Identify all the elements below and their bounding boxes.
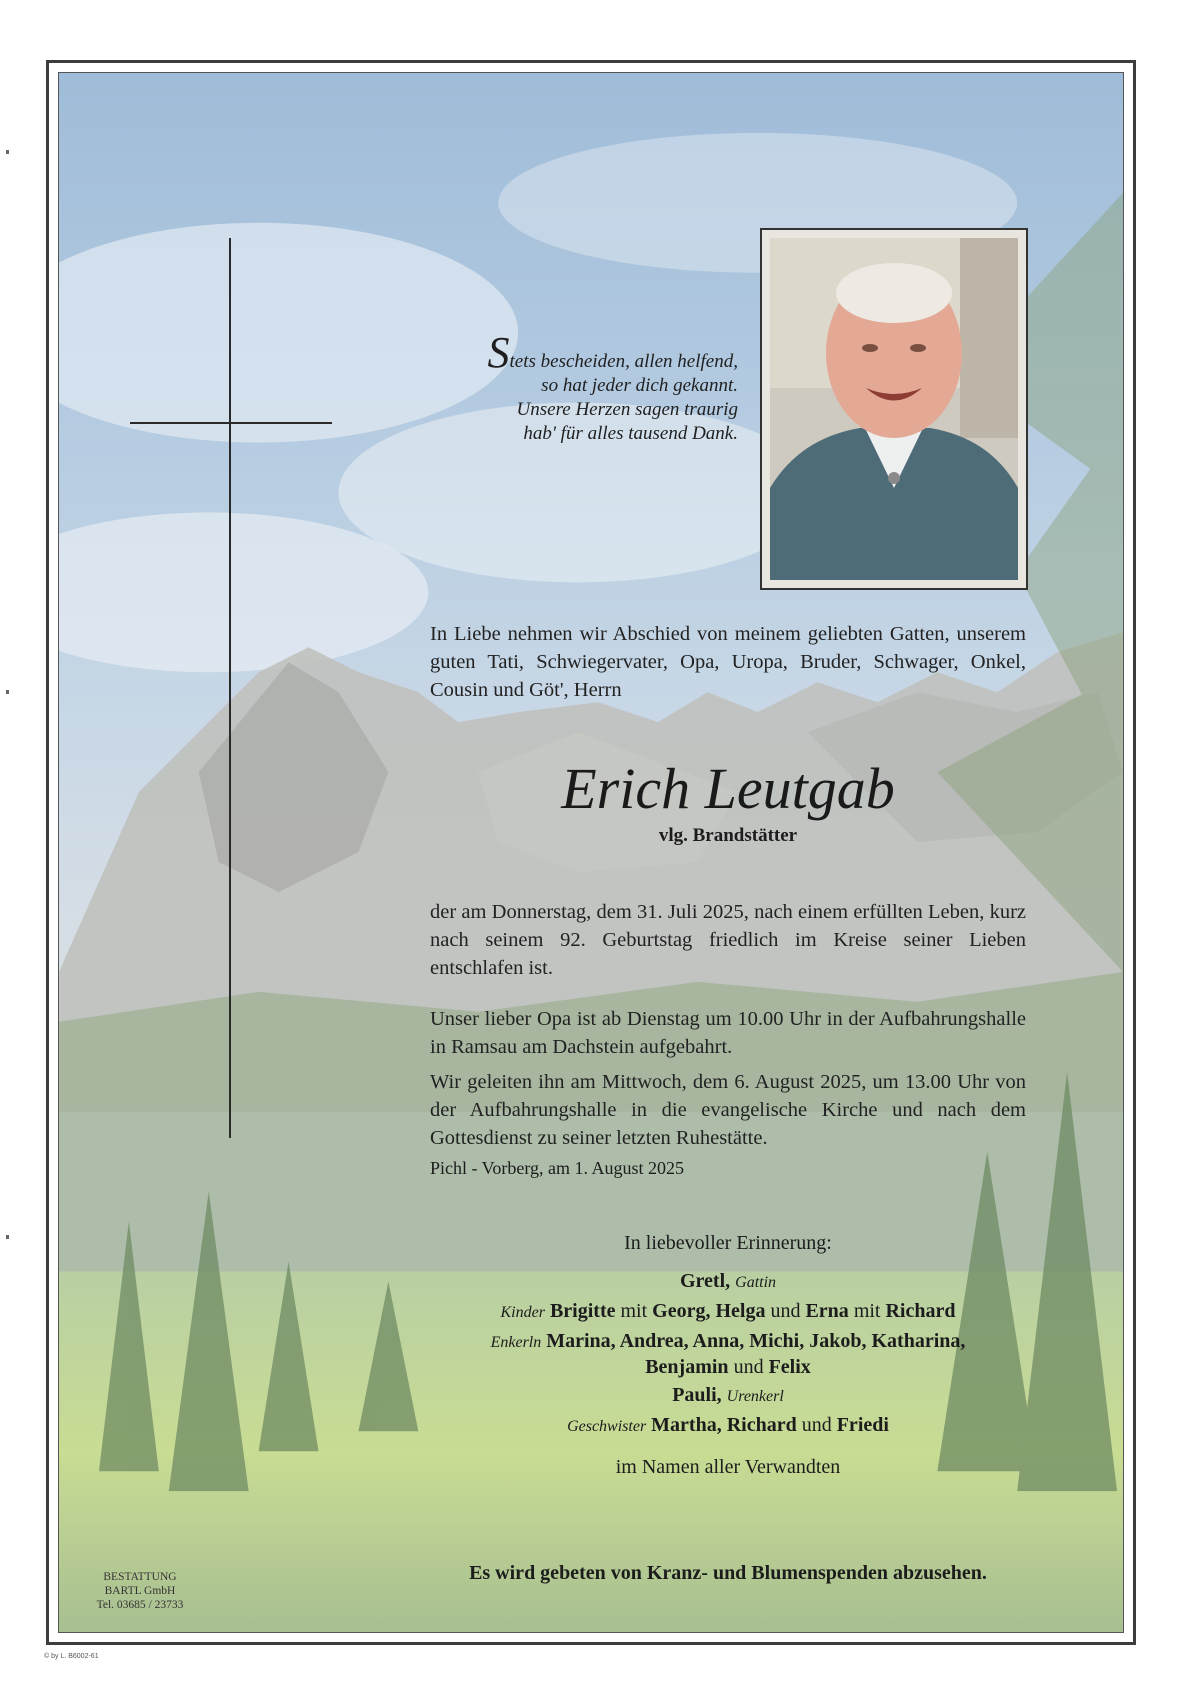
mourner-children [430, 1300, 1026, 1323]
mourner-siblings [430, 1414, 1026, 1437]
cross-vertical [229, 238, 231, 1138]
sibling-name: Friedi [836, 1414, 889, 1436]
great-grandchild-role: Urenkerl [726, 1388, 784, 1405]
undertaker-info [80, 1570, 200, 1612]
cross-horizontal [130, 422, 332, 424]
wife-role: Gattin [735, 1274, 777, 1291]
mourners-heading: In liebevoller Erinnerung: [624, 1232, 832, 1254]
copyright-note: © by L. B6002-61 [44, 1653, 99, 1660]
mourner-grandchildren-cont [430, 1356, 1026, 1379]
deceased-name: Erich Leutgab [561, 756, 895, 821]
children-label: Kinder [500, 1304, 545, 1321]
connector: mit [853, 1300, 881, 1322]
sibling-names: Martha, Richard [651, 1414, 797, 1436]
death-paragraph: der am Donnerstag, dem 31. Juli 2025, nach einem erfüllten Leben, kurz nach seinem 92. Geburtstag friedlich im Kreise seiner Lieben entschlafen ist. [430, 901, 1026, 979]
great-grandchild-name: Pauli, [672, 1384, 722, 1406]
child-name: Helga [715, 1300, 766, 1322]
mourners-closing: im Namen aller Verwandten [615, 1456, 841, 1478]
quote-line: so hat jeder dich gekannt. [541, 375, 738, 396]
donation-note: Es wird gebeten von Kranz- und Blumenspenden abzusehen. [469, 1562, 987, 1584]
viewing-paragraph: Unser lieber Opa ist ab Dienstag um 10.00 Uhr in der Aufbahrungshalle in Ramsau am Dachstein aufgebahrt. [430, 1008, 1026, 1058]
scan-mark [6, 690, 9, 694]
intro-text: In Liebe nehmen wir Abschied von meinem geliebten Gatten, unserem guten Tati, Schwiegervater, Opa, Uropa, Bruder, Schwager, Onkel, Cousin und Göt', Herrn [430, 623, 1026, 701]
place-date: Pichl - Vorberg, am 1. August 2025 [430, 1158, 685, 1178]
mourner-great-grandchild [430, 1384, 1026, 1407]
child-name: Brigitte [549, 1300, 616, 1322]
quote-line: Unsere Herzen sagen traurig [516, 399, 738, 420]
mourner-grandchildren [430, 1330, 1026, 1353]
grandchildren-label: Enkerln [490, 1334, 542, 1351]
undertaker-line: BARTL GmbH [104, 1585, 176, 1597]
grandchild-name: Benjamin [645, 1356, 729, 1378]
child-name: Georg, [652, 1300, 711, 1322]
quote-initial: S [487, 328, 510, 377]
funeral-paragraph: Wir geleiten ihn am Mittwoch, dem 6. August 2025, um 13.00 Uhr von der Aufbahrungshalle in die evangelische Kirche und nach dem Gottesdienst zu seiner letzten Ruhestätte. [430, 1071, 1026, 1149]
wife-name: Gretl, [679, 1270, 731, 1292]
connector: mit [620, 1300, 648, 1322]
mourner-wife [430, 1270, 1026, 1293]
undertaker-phone: Tel. 03685 / 23733 [96, 1599, 184, 1611]
portrait-frame [760, 228, 1028, 590]
grandchildren-names: Marina, Andrea, Anna, Michi, Jakob, Katharina, [546, 1330, 966, 1352]
child-name: Erna [805, 1300, 849, 1322]
child-name: Richard [885, 1300, 956, 1322]
undertaker-line: BESTATTUNG [103, 1571, 177, 1583]
quote-line: hab' für alles tausend Dank. [523, 423, 738, 444]
memorial-quote [430, 328, 738, 446]
scan-mark [6, 150, 9, 154]
siblings-label: Geschwister [567, 1418, 647, 1435]
portrait-image [770, 238, 1018, 580]
connector: und [733, 1356, 764, 1378]
connector: und [770, 1300, 801, 1322]
portrait-photo [770, 238, 1018, 580]
grandchild-name: Felix [768, 1356, 811, 1378]
connector: und [801, 1414, 832, 1436]
deceased-vulgo: vlg. Brandstätter [658, 825, 798, 846]
scan-mark [6, 1235, 9, 1239]
quote-line: tets bescheiden, allen helfend, [509, 351, 738, 372]
